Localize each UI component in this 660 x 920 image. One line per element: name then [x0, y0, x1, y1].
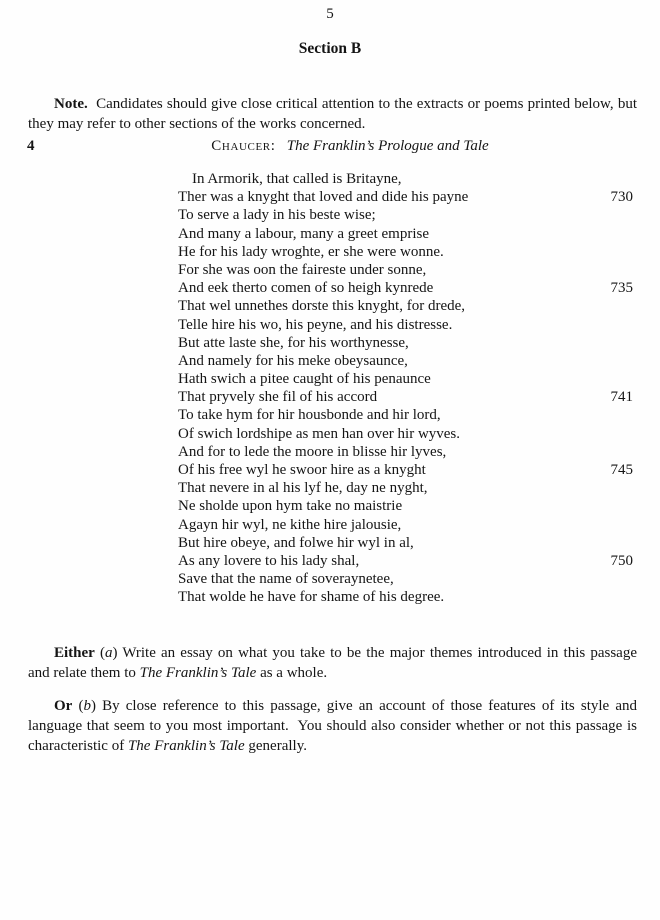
poem-line-text: And namely for his meke obeysaunce, — [178, 352, 408, 369]
text-segment: The Franklin’s Tale — [127, 738, 245, 754]
poem-line-text: But hire obeye, and folwe hir wyl in al, — [178, 534, 414, 551]
poem-line — [178, 570, 633, 588]
poem-line — [178, 316, 633, 334]
poem-line-text: Ther was a knyght that loved and dide his payne — [178, 189, 469, 206]
note-paragraph — [28, 95, 637, 134]
essay-question-either — [28, 644, 637, 683]
text-segment: a — [104, 645, 113, 661]
poem-line — [178, 388, 633, 406]
poem-line-text: Ne sholde upon hym take no maistrie — [178, 498, 403, 515]
poem-line-number: 741 — [610, 389, 633, 406]
poem-line-text: Of his free wyl he swoor hire as a knyght — [178, 462, 426, 478]
poem-line-text: As any lovere to his lady shal, — [178, 552, 360, 569]
poem-line-text: That wolde he have for shame of his degree. — [178, 589, 445, 606]
heading-space — [279, 138, 283, 154]
poem-line — [178, 279, 633, 297]
poem-line — [178, 479, 633, 497]
poem-line — [178, 206, 633, 224]
poem-line — [178, 225, 633, 243]
text-segment: ( — [94, 645, 105, 661]
poem-line-text: And many a labour, many a greet emprise — [178, 225, 429, 242]
question-heading — [60, 138, 640, 155]
poem-line-text: In Armorik, that called is Britayne, — [192, 171, 402, 187]
poem-line — [178, 352, 633, 370]
poem-line — [178, 370, 633, 388]
poem-line-text: To take hym for hir housbonde and hir lord, — [178, 407, 441, 424]
poem-line-text: Agayn hir wyl, ne kithe hire jalousie, — [178, 516, 402, 533]
text-segment: Or — [54, 698, 73, 714]
essay-question-or — [28, 696, 637, 756]
poem-line — [178, 297, 633, 315]
poem-line-text: Save that the name of soveraynetee, — [178, 571, 394, 588]
poem-line-text: That nevere in al his lyf he, day ne nyght, — [178, 480, 428, 497]
poem-line — [178, 425, 633, 443]
poem-line-number: 745 — [610, 462, 633, 478]
poem-line — [178, 497, 633, 515]
question-work-title: The Franklin’s Prologue and Tale — [286, 138, 489, 154]
text-segment: The Franklin’s Tale — [139, 664, 257, 681]
poem-line — [178, 461, 633, 479]
poem-line — [178, 261, 633, 279]
poem-line-text: He for his lady wroghte, er she were wonne. — [178, 243, 444, 260]
poem-line — [178, 334, 633, 352]
text-segment: Candidates should give close critical attention to the extracts or poems printed below, but they may refer to other sections of the works concerned. — [28, 96, 637, 132]
poem-line-text: And for to lede the moore in blisse hir lyves, — [178, 443, 447, 460]
poem-line — [178, 243, 633, 261]
poem-line — [178, 443, 633, 461]
poem-line-text: Hath swich a pitee caught of his penaunce — [178, 371, 431, 388]
text-segment: ) By close reference to this passage, give an account of those features of its style and language that seem to you most important. You should also consider whether or not this passage is characteristic of — [28, 698, 637, 754]
text-segment: b — [83, 698, 91, 714]
poem-line — [178, 170, 633, 188]
poem — [178, 170, 633, 607]
text-segment: Either — [54, 645, 95, 661]
poem-line — [178, 552, 633, 570]
poem-line-text: And eek therto comen of so heigh kynrede — [178, 280, 434, 297]
poem-line — [178, 588, 633, 606]
poem-line-number: 750 — [610, 552, 633, 569]
poem-line-text: That pryvely she fil of his accord — [178, 389, 378, 406]
poem-line — [178, 516, 633, 534]
poem-line-number: 735 — [610, 280, 633, 297]
poem-line — [178, 534, 633, 552]
question-number: 4 — [27, 138, 35, 154]
text-segment: as a whole. — [256, 664, 328, 681]
poem-line-text: For she was oon the faireste under sonne, — [178, 261, 427, 278]
poem-line-text: Of swich lordshipe as men han over hir wyves. — [178, 425, 461, 442]
text-segment: ( — [72, 698, 84, 714]
question-author: Chaucer: — [211, 138, 276, 154]
poem-line — [178, 188, 633, 206]
poem-line-text: Telle hire his wo, his peyne, and his distresse. — [178, 316, 453, 333]
text-segment: Note. — [54, 96, 88, 112]
poem-line-text: That wel unnethes dorste this knyght, for drede, — [178, 298, 466, 315]
text-segment: ) Write an essay on what you take to be the major themes introduced in this passage and relate them to — [28, 645, 637, 681]
text-segment: generally. — [244, 738, 307, 754]
page-number: 5 — [326, 6, 334, 22]
poem-line — [178, 406, 633, 424]
poem-line-text: But atte laste she, for his worthynesse, — [178, 334, 409, 351]
poem-line-text: To serve a lady in his beste wise; — [178, 207, 376, 224]
poem-line-number: 730 — [610, 189, 633, 206]
section-heading: Section B — [298, 40, 362, 57]
